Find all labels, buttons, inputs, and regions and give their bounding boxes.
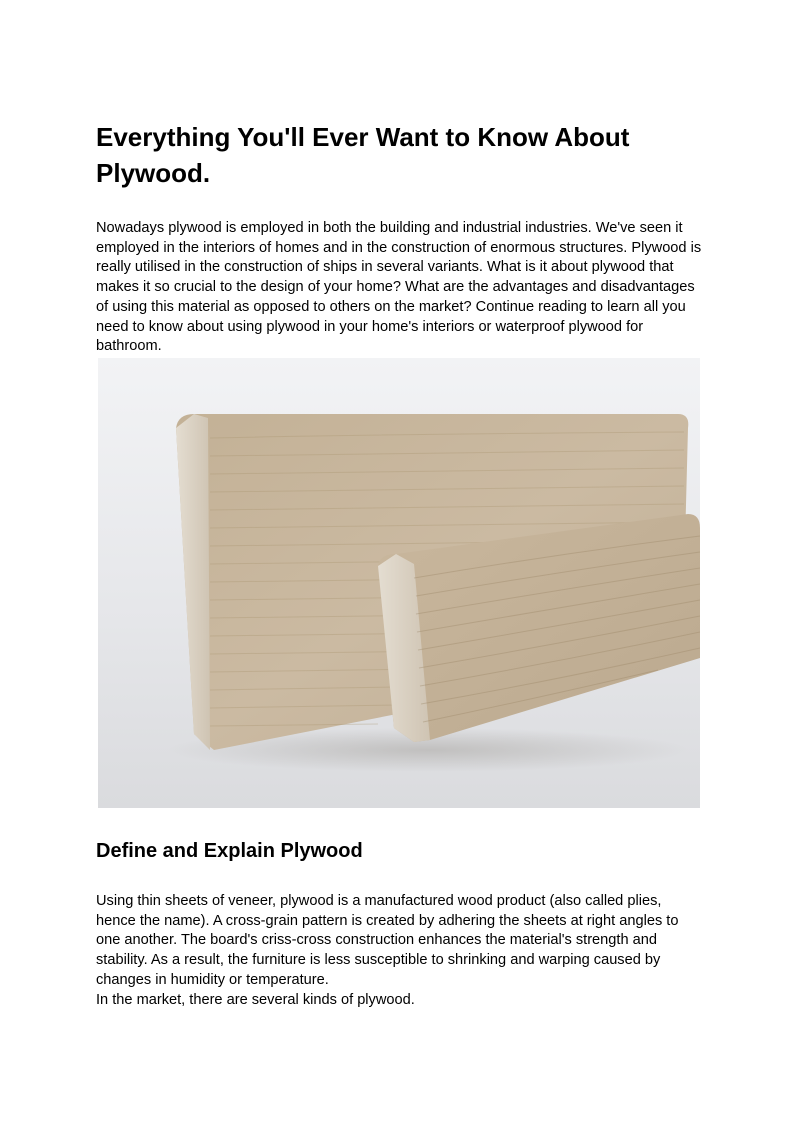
intro-paragraph: Nowadays plywood is employed in both the building and industrial industries. We've seen it employed in the interiors of homes and in the construction of enormous structures. Plywood is really utilised in the construction of ships in several variants. What is it about plywood that makes it so crucial to the design of your home? What are the advantages and disadvantages of using this material as opposed to others on the market? Continue reading to learn all you need to know about using plywood in your home's interiors or waterproof plywood for bathroom. — [96, 220, 702, 355]
section-paragraph: Using thin sheets of veneer, plywood is a manufactured wood product (also called plies, hence the name). A cross-grain pattern is created by adhering the sheets at right angles to one another. The board's criss-cross construction enhances the material's strength and stability. As a result, the furniture is less susceptible to shrinking and warping caused by changes in humidity or temperature. — [96, 893, 679, 988]
plywood-photo — [98, 358, 700, 808]
plywood-boards-illustration — [98, 358, 700, 808]
section-heading: Define and Explain Plywood — [96, 840, 363, 862]
section-body — [96, 892, 702, 1010]
page-title: Everything You'll Ever Want to Know About Plywood. — [96, 122, 630, 188]
section-closing: In the market, there are several kinds of plywood. — [96, 991, 415, 1008]
